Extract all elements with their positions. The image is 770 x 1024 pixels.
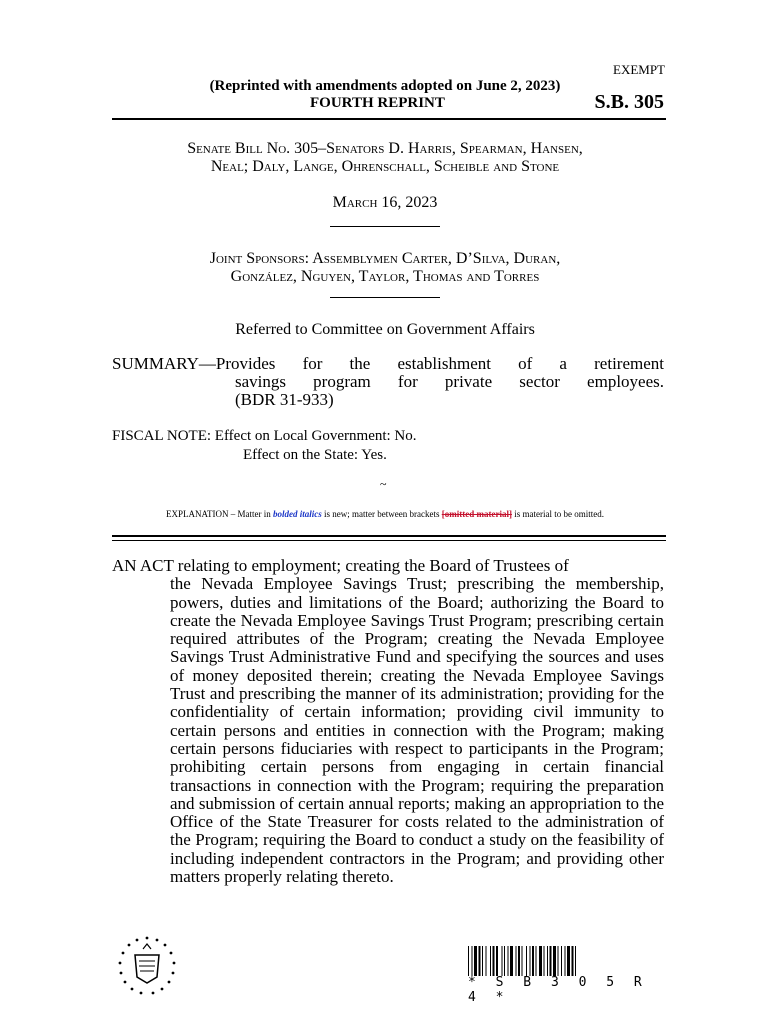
barcode-text: * S B 3 0 5 R 4 *: [468, 975, 648, 1005]
summary: [112, 355, 664, 409]
divider: [330, 226, 440, 227]
bill-number: S.B. 305: [594, 91, 664, 113]
explanation: [0, 509, 770, 519]
barcode-icon: [468, 946, 654, 976]
explanation-prefix: EXPLANATION – Matter in: [166, 509, 274, 519]
fiscal-note: [112, 427, 417, 465]
fiscal-note-line-1: FISCAL NOTE: Effect on Local Government: No.: [112, 428, 417, 444]
summary-line-1: SUMMARY—Provides for the establishment of a retirement: [112, 354, 664, 373]
state-seal-icon: [113, 935, 181, 997]
bill-date: March 16, 2023: [332, 194, 438, 211]
explanation-middle: is new; matter between brackets: [321, 509, 442, 519]
summary-line-3: (BDR 31-933): [235, 390, 334, 409]
act-title: [112, 557, 664, 886]
sponsors-line-1: Senate Bill No. 305–Senators D. Harris, Spearman, Hansen,: [187, 140, 583, 157]
summary-line-2: savings program for private sector employees.: [235, 372, 664, 391]
joint-sponsors-line-2: González, Nguyen, Taylor, Thomas and Torres: [230, 268, 540, 285]
divider: [330, 297, 440, 298]
reprint-note: (Reprinted with amendments adopted on June 2, 2023): [209, 78, 561, 94]
sponsors-line-2: Neal; Daly, Lange, Ohrenschall, Scheible and Stone: [210, 158, 560, 175]
tilde-mark: ~: [380, 477, 387, 491]
act-first-line: AN ACT relating to employment; creating the Board of Trustees of: [112, 556, 569, 575]
fiscal-note-line-2: Effect on the State: Yes.: [243, 447, 387, 463]
joint-sponsors-line-1: Joint Sponsors: Assemblymen Carter, D’Silva, Duran,: [209, 250, 561, 267]
explanation-suffix: is material to be omitted.: [511, 509, 604, 519]
explanation-omit-text: [omitted material]: [441, 509, 512, 519]
committee-referral: Referred to Committee on Government Affairs: [235, 321, 535, 338]
act-body: the Nevada Employee Savings Trust; prescribing the membership, powers, duties and limitations of the Board; authorizing the Board to create the Nevada Employee Savings Trust Program; prescribing certain required attributes of the Program; creating the Nevada Employee Savings Trust Administrative Fund and specifying the sources and uses of money deposited therein; creating the Nevada Employee Savings Trust and prescribing the manner of its administration; providing for the confidentiality of certain information; providing civil immunity to certain persons and entities in connection with the Program; making certain persons fiduciaries with respect to participants in the Program; prohibiting certain persons from engaging in certain financial transactions in connection with the Program; requiring the preparation and submission of certain annual reports; making an appropriation to the Office of the State Treasurer for costs related to the administration of the Program; requiring the Board to conduct a study on the feasibility of including independent contractors in the Program; and providing other matters properly relating thereto.: [170, 574, 664, 887]
header-rule: [112, 118, 666, 120]
explanation-rule-bottom: [112, 540, 666, 541]
exempt-label: EXEMPT: [613, 62, 665, 77]
explanation-new-text: bolded italics: [273, 509, 322, 519]
reprint-label: FOURTH REPRINT: [310, 95, 445, 111]
explanation-rule-top: [112, 535, 666, 537]
